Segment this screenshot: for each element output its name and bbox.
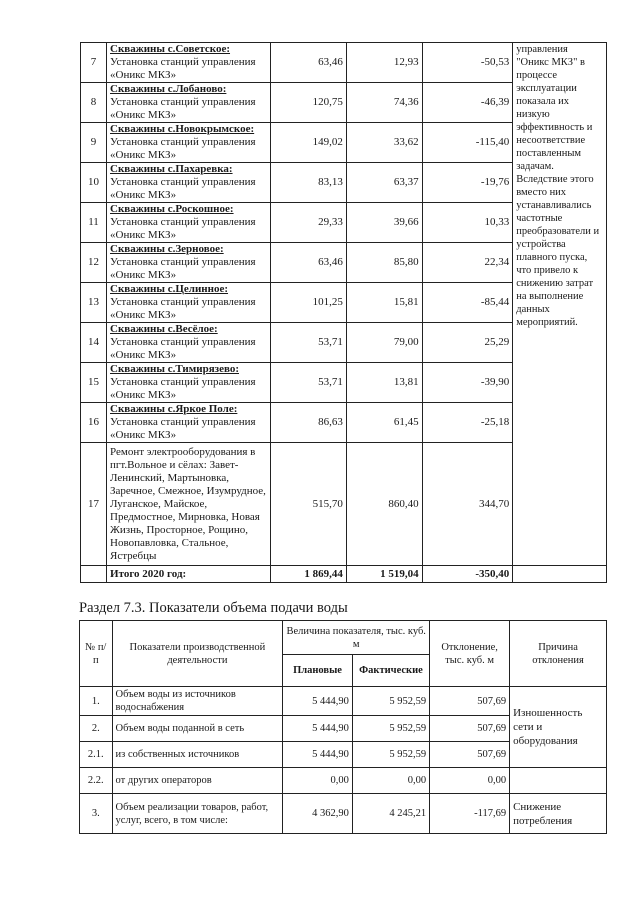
work-description: Установка станций управления «Оникс МКЗ» (110, 136, 256, 161)
row-name: Объем воды из источников водоснабжения (112, 687, 283, 716)
work-description: Установка станций управления «Оникс МКЗ» (110, 56, 256, 81)
table-row (80, 794, 607, 834)
row-num: 10 (81, 163, 107, 203)
row-deviation: -50,53 (422, 43, 513, 83)
row-description (107, 203, 271, 243)
row-fact: 5 952,59 (352, 742, 429, 768)
work-description: Установка станций управления «Оникс МКЗ» (110, 376, 256, 401)
measures-table-body (81, 43, 607, 583)
row-deviation: -19,76 (422, 163, 513, 203)
row-num: 7 (81, 43, 107, 83)
header-num: № п/п (80, 621, 113, 687)
row-deviation: -117,69 (430, 794, 510, 834)
row-deviation: -115,40 (422, 123, 513, 163)
header-deviation: Отклонение, тыс. куб. м (430, 621, 510, 687)
total-fact: 1 519,04 (346, 566, 422, 583)
header-value-group: Величина показателя, тыс. куб. м (283, 621, 430, 655)
row-num: 14 (81, 323, 107, 363)
work-description: Установка станций управления «Оникс МКЗ» (110, 296, 256, 321)
total-plan: 1 869,44 (271, 566, 347, 583)
total-row (81, 566, 607, 583)
location-title: Скважины с.Весёлое: (110, 323, 218, 335)
row-plan: 63,46 (271, 43, 347, 83)
row-fact: 15,81 (346, 283, 422, 323)
row-deviation: 25,29 (422, 323, 513, 363)
row-description (107, 43, 271, 83)
row-fact: 63,37 (346, 163, 422, 203)
location-title: Скважины с.Целинное: (110, 283, 229, 295)
row-fact: 12,93 (346, 43, 422, 83)
row-fact: 39,66 (346, 203, 422, 243)
row-description (107, 363, 271, 403)
row-description (107, 123, 271, 163)
row-num: 17 (81, 443, 107, 566)
header-reason: Причина отклонения (510, 621, 607, 687)
location-title: Скважины с.Советское: (110, 43, 231, 55)
location-title: Скважины с.Зерновое: (110, 243, 224, 255)
total-label: Итого 2020 год: (107, 566, 271, 583)
row-description (107, 83, 271, 123)
row-plan: 0,00 (283, 768, 353, 794)
reason-consumption: Снижение потребления (510, 794, 607, 834)
row-name: Объем реализации товаров, работ, услуг, всего, в том числе: (112, 794, 283, 834)
row-deviation: 507,69 (430, 687, 510, 716)
row-fact: 74,36 (346, 83, 422, 123)
row-fact: 0,00 (352, 768, 429, 794)
row-description (107, 283, 271, 323)
row-num: 8 (81, 83, 107, 123)
work-description: Установка станций управления «Оникс МКЗ» (110, 216, 256, 241)
table-row (80, 687, 607, 716)
row-deviation: 344,70 (422, 443, 513, 566)
row-name: Объем воды поданной в сеть (112, 716, 283, 742)
row-name: из собственных источников (112, 742, 283, 768)
total-num (81, 566, 107, 583)
row-num: 13 (81, 283, 107, 323)
header-row (80, 621, 607, 655)
table-row (81, 43, 607, 83)
row-deviation: 10,33 (422, 203, 513, 243)
row-name: от других операторов (112, 768, 283, 794)
total-reason (513, 566, 607, 583)
row-num: 1. (80, 687, 113, 716)
location-title: Скважины с.Тимирязево: (110, 363, 239, 375)
row-fact: 5 952,59 (352, 687, 429, 716)
row-plan: 53,71 (271, 363, 347, 403)
work-description: Установка станций управления «Оникс МКЗ» (110, 416, 256, 441)
row-description (107, 243, 271, 283)
row-plan: 4 362,90 (283, 794, 353, 834)
row-fact: 33,62 (346, 123, 422, 163)
reason-empty (510, 768, 607, 794)
measures-table (80, 42, 607, 583)
work-description: Установка станций управления «Оникс МКЗ» (110, 176, 256, 201)
location-title: Скважины с.Лобаново: (110, 83, 227, 95)
row-deviation: -85,44 (422, 283, 513, 323)
row-fact: 61,45 (346, 403, 422, 443)
header-fact: Фактические (352, 655, 429, 687)
header-indicator: Показатели производственной деятельности (112, 621, 283, 687)
row-plan: 86,63 (271, 403, 347, 443)
row-deviation: 0,00 (430, 768, 510, 794)
row-description (107, 443, 271, 566)
water-supply-table (79, 620, 607, 834)
row-plan: 83,13 (271, 163, 347, 203)
row-plan: 53,71 (271, 323, 347, 363)
row-fact: 79,00 (346, 323, 422, 363)
row-fact: 13,81 (346, 363, 422, 403)
row-plan: 63,46 (271, 243, 347, 283)
location-title: Скважины с.Новокрымское: (110, 123, 255, 135)
location-title: Скважины с.Роскошное: (110, 203, 234, 215)
row-plan: 5 444,90 (283, 742, 353, 768)
location-title: Скважины с.Яркое Поле: (110, 403, 238, 415)
row-fact: 860,40 (346, 443, 422, 566)
deviation-reason: управления "Оникс МКЗ" в процессе эксплуатации показала их низкую эффективность и несоответствие поставленным задачам. Вследствие этого вместо них устанавливались частотные преобразователи и устройства плавного пуска, что привело к снижению затрат на выполнение данных мероприятий. (513, 43, 607, 566)
location-title: Скважины с.Пахаревка: (110, 163, 233, 175)
row-description (107, 163, 271, 203)
row-plan: 101,25 (271, 283, 347, 323)
row-plan: 29,33 (271, 203, 347, 243)
work-description: Ремонт электрооборудования в пгт.Вольное и сёлах: Завет-Ленинский, Мартыновка, Заречное, Смежное, Изумрудное, Луганское, Майское, Предмостное, Мирновка, Новая Жизнь, Просторное, Рощино, Новопавловка, Стальное, Ястребцы (110, 445, 266, 562)
row-num: 2. (80, 716, 113, 742)
row-plan: 515,70 (271, 443, 347, 566)
row-num: 2.2. (80, 768, 113, 794)
row-num: 16 (81, 403, 107, 443)
row-num: 9 (81, 123, 107, 163)
row-plan: 149,02 (271, 123, 347, 163)
row-num: 2.1. (80, 742, 113, 768)
work-description: Установка станций управления «Оникс МКЗ» (110, 256, 256, 281)
row-deviation: -46,39 (422, 83, 513, 123)
table-row (80, 768, 607, 794)
row-deviation: -25,18 (422, 403, 513, 443)
row-description (107, 323, 271, 363)
reason-wear: Изношенность сети и оборудования (510, 687, 607, 768)
row-deviation: -39,90 (422, 363, 513, 403)
section-title: Раздел 7.3. Показатели объема подачи воды (79, 600, 348, 616)
row-description (107, 403, 271, 443)
row-deviation: 507,69 (430, 742, 510, 768)
row-plan: 5 444,90 (283, 716, 353, 742)
row-num: 12 (81, 243, 107, 283)
row-deviation: 507,69 (430, 716, 510, 742)
work-description: Установка станций управления «Оникс МКЗ» (110, 96, 256, 121)
work-description: Установка станций управления «Оникс МКЗ» (110, 336, 256, 361)
row-fact: 5 952,59 (352, 716, 429, 742)
row-num: 15 (81, 363, 107, 403)
total-deviation: -350,40 (422, 566, 513, 583)
row-fact: 4 245,21 (352, 794, 429, 834)
row-plan: 5 444,90 (283, 687, 353, 716)
row-deviation: 22,34 (422, 243, 513, 283)
row-num: 3. (80, 794, 113, 834)
row-num: 11 (81, 203, 107, 243)
header-plan: Плановые (283, 655, 353, 687)
row-fact: 85,80 (346, 243, 422, 283)
row-plan: 120,75 (271, 83, 347, 123)
